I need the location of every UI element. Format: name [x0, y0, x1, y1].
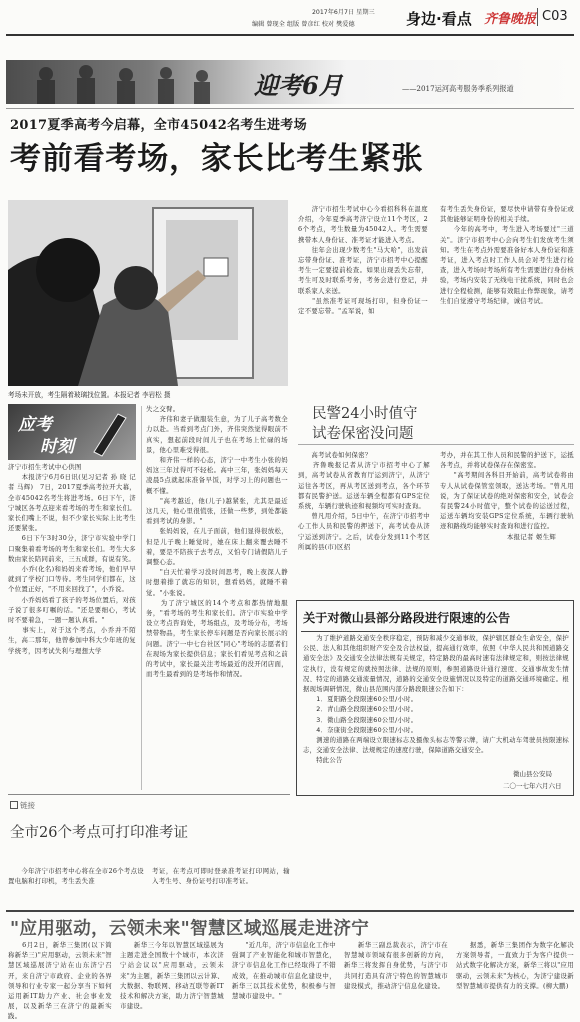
page-number: C03 [542, 9, 568, 24]
bottom-column-3: "近几年，济宁市信息化工作中强调了产业智能化和城市智慧化，济宁市信息化工作已经取得了不错成效，在推动城市信息化建设中，新华三以其技术优势，积极参与智慧城市建设中。" [232, 941, 336, 1001]
link-headline [10, 822, 190, 844]
bottom-column-5: 据悉，新华三集团作为数字化解决方案领导者，一直致力于为客户提供一站式数字化解决方案，新华三将以"应用驱动，云领未来"为核心，为济宁建设新型智慧城市提供有力的支撑。(柳大鹏) [456, 941, 574, 990]
hotline-headline-a: 民警24小时值守 [312, 406, 418, 422]
pen-icon [88, 408, 132, 456]
exam-room-photo-icon [8, 200, 288, 386]
link-text-left: 今年济宁市招考中心将在全市26个考点设置电脑和打印机，考生丢失准 [8, 867, 144, 886]
lead-kicker: 2017夏季高考今启幕，全市45042名考生进考场 [10, 118, 307, 133]
lead-headline: 考前看考场，家长比考生紧张 [10, 141, 424, 177]
brand-logo: 齐鲁晚报 [484, 12, 537, 27]
link-headline-text: 全市26个考点可打印准考证 [10, 825, 188, 841]
corner-title-a: 应考 [18, 415, 52, 435]
lead-column-3: 济宁市招生考试中心今看招科科在温度介绍，今年夏季高考济宁设立11个考区，26个考点，考生数量为45042人。考生需要携带本人身份证、准考证才能进入考点。 往年会出现少数考生"马大哈"，出发前忘带身份证、准考证，济宁市招考中心提醒考生一定要提前检查。如果出现丢失忘带，考生可及时联系考务，考务会进行登记，并联系家人来送。 "虽然准考证可现场打印，但身份证一定不要忘带。"孟军说，如 [298, 205, 428, 316]
banner-rule [6, 108, 574, 109]
lead-column-4: 有考生丢失身份证，要尽快申请带有身份证或其他能够证明身份的相关手续。 今年的高考中，考生进入考场要过"三道关"。济宁市招考中心会向考生们发放考生须知。考生在考点外需要准备好本人身份证和准考证，进入考点时工作人员会对考生进行检查，进入考场时考场所有考生需要进行身份核验，考场内安装了无线电干扰系统，同时也会进行全程检测，能够有效阻止作弊现象，请考生们自觉遵守考场纪律，诚信考试。 [440, 205, 574, 305]
banner [6, 60, 574, 104]
link-rule [8, 794, 290, 795]
bottom-column-4: 新华三副总裁表示，济宁市在智慧城市领域有很多创新的方向，新华三将发挥自身优势，与济宁市共同打造具有济宁特色的智慧城市建设模式，推动济宁信息化建设。 [344, 941, 448, 990]
hotline-column-2: 考办，并在其工作人员和民警的护送下，运抵各考点，并将试卷保存在保密室。 "高考期间各科目开始前，高考试卷将由专人从试卷保管室领取，送达考场。"曾凡用说，为了保证试卷的绝对保密和安全，试卷会有民警24小时值守，整个试卷的运送过程，运送车辆均安装GPS定位系统，车辆行驶轨迹和路线均能够实时查询和进行监控。 本报记者 姬生辉 [440, 451, 574, 541]
bottom-rule [6, 910, 574, 912]
crowd-photo-icon [6, 60, 266, 104]
masthead-divider [537, 8, 538, 26]
notice-date: 二〇一七年六月六日 [503, 782, 562, 790]
lead-column-1: 济宁市招生考试中心供图 本报济宁6月6日讯(见习记者 孙 晓 记者 马辉) 7日，2017夏季高考拉开大幕，全市45042名考生将进考场。6日下午，济宁城区各考点迎来看考场的考生和家长们。家长们嘴上不说，但不少家长实际上比考生还要紧张。 6日下午3时30分，济宁市实验中学门口聚集着看考场的考生和家长们。考生大多数由家长陪同前来，三五成群，有说有笑。 小乔(化名)和妈妈来看考场，他们早早就到了学校门口等待。考生同学们都在，这个位置正好，"不用来回找了"，小乔说。 小乔妈妈看了孩子的考场位置后，对孩子说了很多叮嘱的话。"还是要细心，考试时不要着急，一题一题认真看。" 事实上，对于这个考点，小乔并不陌生，高二那年，他曾参加中科大少年班的复学统考，因考试失利与理想大学 [8, 463, 136, 655]
link-tag-icon [10, 801, 18, 809]
corner-title-b: 时刻 [40, 437, 74, 457]
masthead-rule [6, 34, 574, 36]
edit-line: 编辑 曾现全 组版 曾彦红 校对 樊爱德 [252, 21, 355, 28]
notice-title: 关于对微山县部分路段进行限速的公告 [303, 611, 511, 625]
notice-body: 为了维护道路交通安全秩序稳定，预防和减少交通事故，保护辖区群众生命安全，保护公民、法人和其他组织财产安全及合法权益，提高通行效率，依照《中华人民共和国道路交通安全法》及交通安全法律法规有关规定，特定路段的最高时速有法律规定和，则按法律规定执行，没有规定的就按照法律、法规的原则，参照道路设计通行速度、交通事故发生情况、特定的道路交通流量情况，道路的交通安全设施情况以及特定的道路交通环境确定。根据现场调研情况，微山县范围内部分路段限速公告如下： 1．夏阳路全段限速60公里/小时。 2．青山路全段限速60公里/小时。 3．微山路全段限速60公里/小时。 4．奈康街全段限速60公里/小时。 测速的道路在两端设立限速标志及摄像头标志等警示牌，请广大机动车驾驶员按限速标志，交通安全法律、法规规定的速度行驶，保障道路交通安全。 特此公告 [303, 635, 569, 765]
notice-box [296, 600, 574, 796]
section-name: 身边·看点 [406, 10, 472, 28]
notice-rule [301, 631, 569, 632]
bottom-column-2: 新华三今年以智慧区域巡展为主题走进全国数十个城市，本次济宁站会议以"应用驱动，云领未来"为主题，新华三集团以云计算、大数据、物联网、移动互联等新IT技术和解决方案，助力济宁智慧城市建设。 [120, 941, 224, 1011]
photo-caption: 考场未开放，考生隔着玻璃找位置。本报记者 李岩松 摄 [8, 391, 171, 399]
hotline-headline-b: 试卷保密没问题 [312, 426, 414, 442]
bottom-headline: "应用驱动，云领未来"智慧区域巡展走进济宁 [10, 919, 370, 939]
corner-graphic [8, 404, 136, 460]
banner-series: ——2017运河高考服务季系列报道 [402, 84, 514, 93]
banner-title: 迎考6月 [254, 71, 343, 100]
link-tag [10, 800, 35, 811]
link-tag-label: 链接 [20, 801, 35, 810]
column-divider [141, 406, 142, 790]
hotline-rule [298, 444, 574, 445]
masthead [0, 0, 580, 36]
hotline-column-1: 高考试卷如何保密？ 齐鲁晚报记者从济宁市招考中心了解到，高考试卷从省教育厅运到济宁，从济宁运往各考区，再从考区送到考点，各个环节都有民警护送。运送车辆全程都有GPS定位系统，车辆行驶轨迹和视频均可实时查询。 曾凡用介绍，5日中午，在济宁市招考中心工作人员和民警的押送下，高考试卷从济宁运送到济宁。之后，试卷分发到11个考区所属的县(市)区招 [298, 451, 430, 551]
date-line: 2017年6月7日 星期三 [312, 9, 375, 16]
lead-photo [8, 200, 288, 386]
bottom-column-1: 6月2日，新华三集团(以下简称新华三)"应用驱动，云领未来"智慧区域巡展济宁站在山东济宁召开，来自济宁市政府、企业的各界领导和行业专家一起分享当下如何运用新IT助力产业、社会事业发展，以及新华三在济宁的最新实践。 [8, 941, 112, 1021]
link-text-right: 考证，在考点可即时登录准考证打印网站，输入考生号、身份证号打印准考证。 [152, 867, 290, 886]
notice-issuer: 微山县公安局 [513, 770, 552, 778]
lead-column-2: 失之交臂。 齐伟和妻子做服装生意，为了儿子高考数全力以赴。当看到考点门外，齐伟突然觉得眼前不真实，想起前段时间儿子也在考场上忙碌的场景，他心里难受得很。 和齐伟一样的心态，济宁一中考生小张的妈妈这三年过得可不轻松。高中三年，张妈妈每天凌晨5点就起床准备早饭，对学习上的问题也一概不懂。 "高考越近，他(儿子)越紧张，尤其是最近这几天，他心里很慌张，还做一些梦，到处都能看到考试的身影。" 张妈妈说，在儿子面前，他们显得很放松，但是儿子晚上睡觉时，她在床上翻来覆去睡不着，要是不陪孩子去考点，又怕专门请假陪儿子调整心态。 "白天忙着学习没时间思考，晚上夜深人静时想着排了就忘的知识，想看妈妈，就睡不着觉。"小张说。 为了济宁城区的14个考点和都热情地服务，"看考场的考生和家长们。济宁市实验中学设立考点咨询处，考场组点，及考场分布，考场禁带物品，考生家长停车问题是否向家长展示的问题。济宁一中七台社区"同心"考场的志愿者们在现场为家长提供信息；家长们看见考点和之前的考试中，家长最关注考场最近的没开闭店面，而考生最看到的是考场作和情况。 [146, 405, 288, 679]
